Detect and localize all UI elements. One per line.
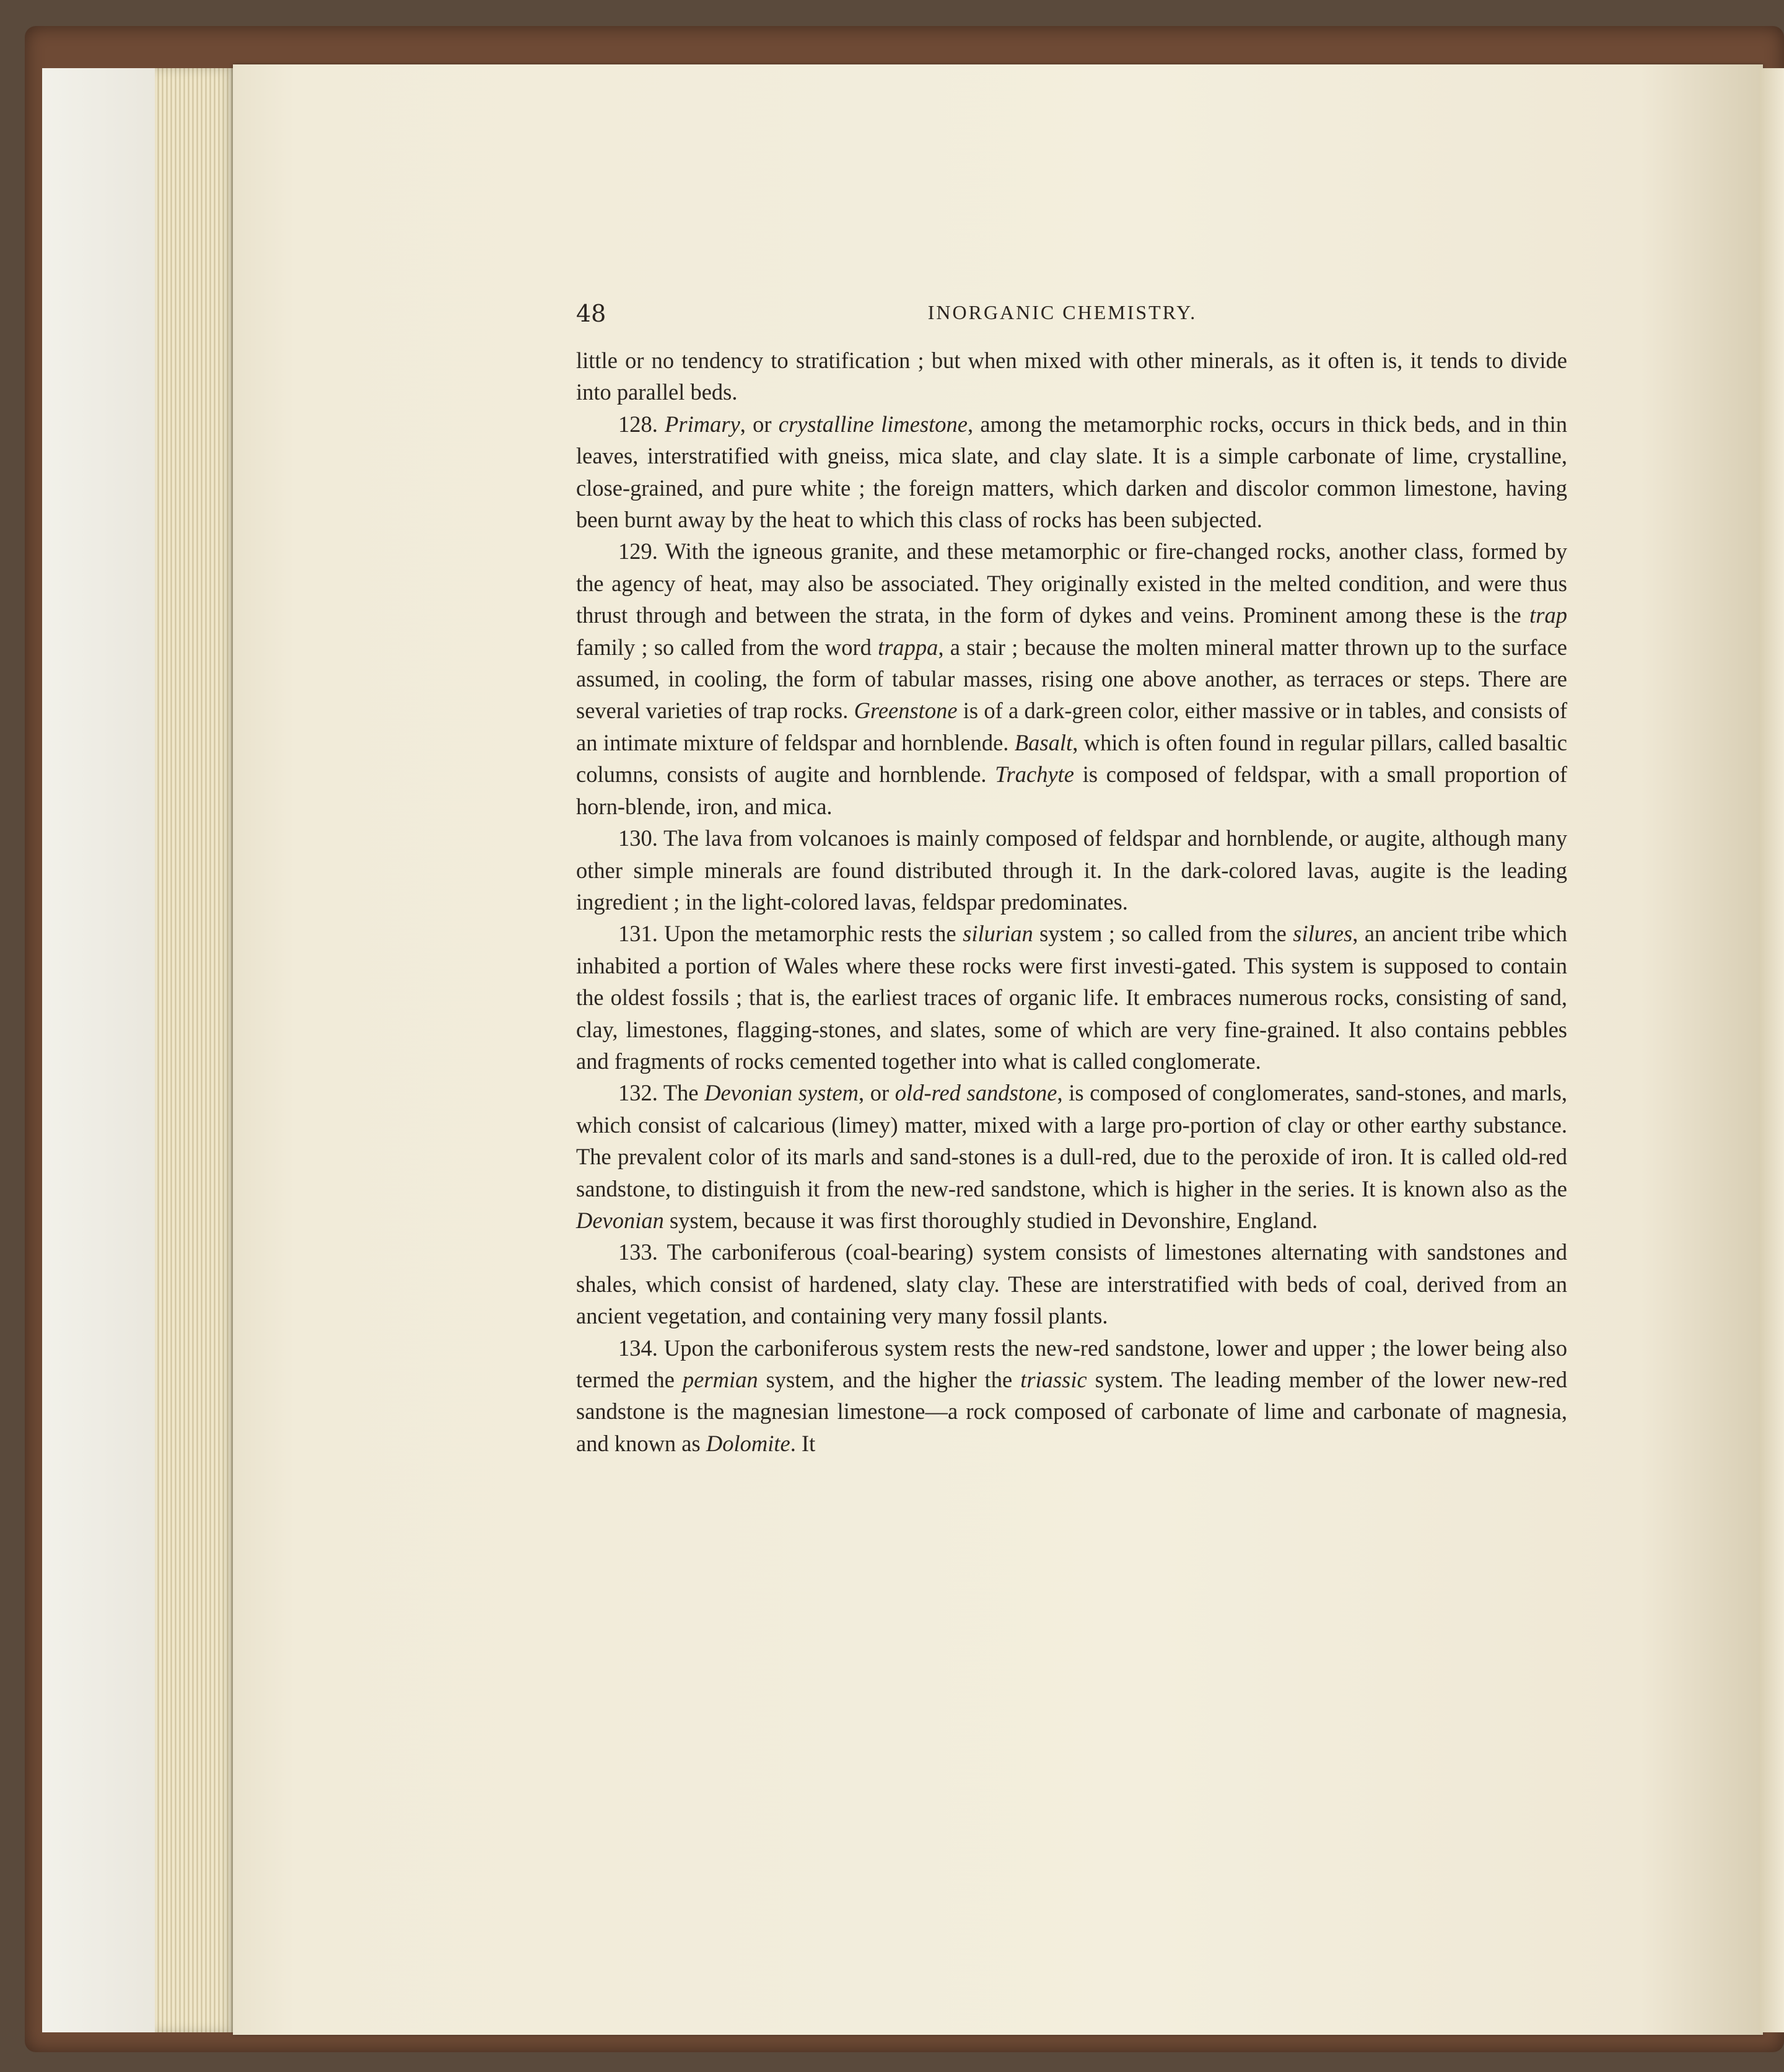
italic-term: silurian: [963, 921, 1033, 947]
italic-term: Greenstone: [854, 698, 958, 724]
italic-term: old-red sandstone: [894, 1080, 1057, 1106]
text-run: , which is often found in regular pillars, called basaltic columns, consists of augite and hornblende.: [576, 729, 1567, 788]
italic-term: Dolomite: [706, 1430, 790, 1456]
body-text: [576, 345, 1567, 1459]
text-run: . It: [790, 1430, 816, 1456]
text-run: 134. Upon the carboniferous system rests the new-red sandstone, lower and upper ; the lower being also termed the: [576, 1335, 1567, 1392]
italic-term: Devonian system: [704, 1080, 859, 1106]
text-run: little or no tendency to stratification ; but when mixed with other minerals, as it often is, it tends to divide into parallel beds.: [576, 348, 1567, 405]
italic-term: silures: [1293, 921, 1353, 947]
italic-term: trappa: [878, 634, 938, 660]
text-run: 128.: [618, 411, 665, 437]
italic-term: permian: [682, 1367, 758, 1392]
text-run: family ; so called from the word: [576, 634, 878, 660]
flyleaf: [42, 68, 166, 2032]
paragraph: [576, 918, 1567, 1077]
running-title: INORGANIC CHEMISTRY.: [927, 301, 1197, 323]
text-run: 131. Upon the metamorphic rests the: [618, 921, 963, 947]
text-run: is composed of feldspar, with a small proportion of horn-blende, iron, and mica.: [576, 762, 1567, 819]
text-run: , among the metamorphic rocks, occurs in thick beds, and in thin leaves, interstratified with gneiss, mica slate, and clay slate. It is a simple carbonate of lime, crystalline, close-grained, and pure white ; the foreign matters, which darken and discolor common limestone, having been burnt away by the heat to which this class of rocks has been subjected.: [576, 411, 1567, 533]
italic-term: Primary: [665, 411, 740, 437]
text-run: 132. The: [618, 1080, 705, 1106]
paragraph: [576, 408, 1567, 536]
paragraph: [576, 822, 1567, 918]
text-run: , or: [859, 1080, 895, 1106]
text-run: system, because it was first thoroughly studied in Devonshire, England.: [663, 1207, 1318, 1233]
text-run: , or: [740, 411, 779, 437]
page-block-edges: [155, 68, 235, 2032]
paragraph: [576, 1332, 1567, 1460]
italic-term: trap: [1529, 602, 1567, 628]
text-run: , a stair ; because the molten mineral matter thrown up to the surface assumed, in cooling, the form of tabular masses, rising one above another, as terraces or steps. There are several varieties of trap rocks.: [576, 634, 1567, 724]
italic-term: triassic: [1020, 1367, 1087, 1392]
page-number: 48: [576, 300, 606, 327]
text-run: system ; so called from the: [1033, 921, 1293, 947]
text-run: , is composed of conglomerates, sand-stones, and marls, which consist of calcarious (limey) matter, mixed with a large pro-portion of clay or other earthy substance. The prevalent color of its marls and sand-stones is a dull-red, due to the peroxide of iron. It is called old-red sandstone, to distinguish it from the new-red sandstone, which is higher in the series. It is known also as the: [576, 1080, 1567, 1201]
italic-term: Devonian: [576, 1207, 664, 1233]
text-run: 133. The carboniferous (coal-bearing) system consists of limestones alternating with sandstones and shales, which consist of hardened, slaty clay. These are interstratified with beds of coal, derived from an ancient vegetation, and containing very many fossil plants.: [576, 1239, 1567, 1329]
text-run: system, and the higher the: [758, 1367, 1021, 1392]
italic-term: Basalt: [1014, 729, 1073, 755]
text-run: 130. The lava from volcanoes is mainly composed of feldspar and hornblende, or augite, although many other simple minerals are found distributed through it. In the dark-colored lavas, augite is the leading ingredient ; in the light-colored lavas, feldspar predominates.: [576, 825, 1567, 915]
paragraph: [576, 535, 1567, 822]
facing-page-edge: [1759, 68, 1784, 2032]
italic-term: Trachyte: [995, 762, 1074, 788]
paragraph: [576, 1077, 1567, 1236]
text-run: 129. With the igneous granite, and these metamorphic or fire-changed rocks, another class, formed by the agency of heat, may also be associated. They originally existed in the melted condition, and were thus thrust through and between the strata, in the form of dykes and veins. Prominent among these is the: [576, 538, 1567, 628]
paragraph: [576, 345, 1567, 408]
running-header: [576, 300, 1549, 337]
italic-term: crystalline limestone: [778, 411, 968, 437]
text-run: , an ancient tribe which inhabited a portion of Wales where these rocks were first investi-gated. This system is supposed to contain the oldest fossils ; that is, the earliest traces of organic life. It embraces numerous rocks, consisting of sand, clay, limestones, flagging-stones, and slates, some of which are very fine-grained. It also contains pebbles and fragments of rocks cemented together into what is called conglomerate.: [576, 921, 1567, 1074]
text-run: is of a dark-green color, either massive or in tables, and consists of an intimate mixture of feldspar and hornblende.: [576, 698, 1567, 755]
paragraph: [576, 1236, 1567, 1332]
text-run: system. The leading member of the lower new-red sandstone is the magnesian limestone—a rock composed of carbonate of lime and carbonate of magnesia, and known as: [576, 1367, 1568, 1456]
